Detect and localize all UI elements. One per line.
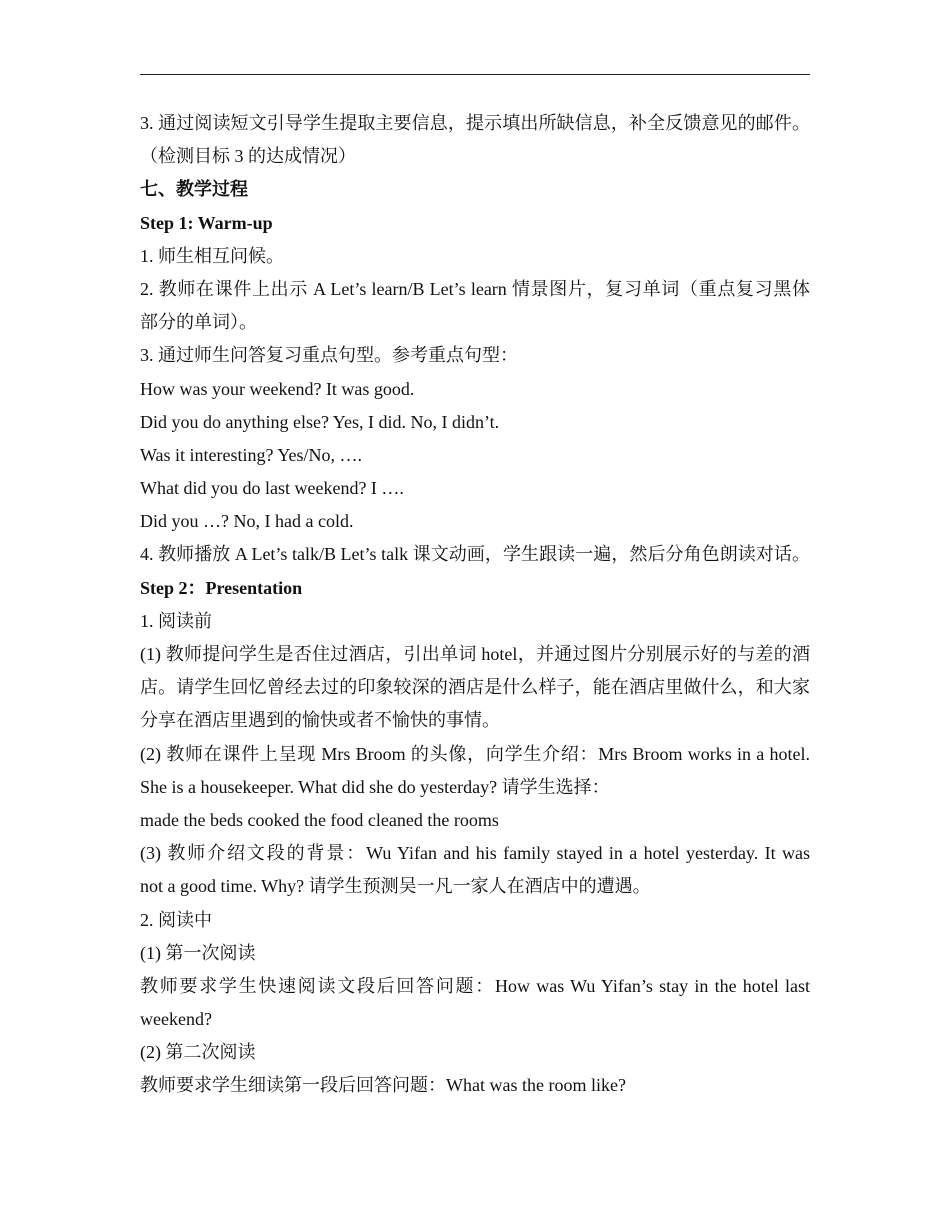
text-line: 部分的单词）。 [140,312,257,333]
text-line: 分享在酒店里遇到的愉快或者不愉快的事情。 [140,710,500,731]
text-line: (2) 第二次阅读 [140,1042,256,1063]
text-line: (3) 教师介绍文段的背景：Wu Yifan and his family stayed in a hotel yesterday. It was [140,843,810,864]
text-line: 3. 通过师生问答复习重点句型。参考重点句型： [140,345,518,366]
text-line: 教师要求学生快速阅读文段后回答问题：How was Wu Yifan’s stay in the hotel last [140,975,810,996]
text-line: 店。请学生回忆曾经去过的印象较深的酒店是什么样子，能在酒店里做什么，和大家 [140,677,810,698]
text-line: made the beds cooked the food cleaned the rooms [140,809,499,830]
text-line: Did you do anything else? Yes, I did. No, I didn’t. [140,411,500,432]
text-line: 2. 阅读中 [140,909,212,930]
text-line: Was it interesting? Yes/No, …. [140,444,363,465]
text-line: 1. 师生相互问候。 [140,245,284,266]
section-heading: Step 1: Warm-up [140,212,273,233]
text-line: weekend? [140,1009,212,1030]
text-line: 2. 教师在课件上出示 A Let’s learn/B Let’s learn 情景图片，复习单词（重点复习黑体 [140,278,810,299]
text-line: She is a housekeeper. What did she do yesterday? 请学生选择： [140,776,610,797]
text-line: What did you do last weekend? I …. [140,478,404,499]
text-line: How was your weekend? It was good. [140,378,415,399]
text-line: (1) 教师提问学生是否住过酒店，引出单词 hotel，并通过图片分别展示好的与差的酒 [140,644,810,664]
text-line: Did you …? No, I had a cold. [140,511,354,532]
section-heading: 七、教学过程 [140,179,248,200]
text-line: 3. 通过阅读短文引导学生提取主要信息，提示填出所缺信息，补全反馈意见的邮件。 [140,113,810,133]
text-line: （检测目标 3 的达成情况） [140,146,356,167]
text-line: (2) 教师在课件上呈现 Mrs Broom 的头像，向学生介绍：Mrs Broom works in a hotel. [140,743,810,764]
text-line: 教师要求学生细读第一段后回答问题：What was the room like? [140,1075,626,1096]
text-line: (1) 第一次阅读 [140,942,256,963]
text-line: not a good time. Why? 请学生预测吴一凡一家人在酒店中的遭遇。 [140,876,651,897]
document-body [140,107,810,1103]
header-rule [140,74,810,75]
text-line: 4. 教师播放 A Let’s talk/B Let’s talk 课文动画，学生跟读一遍，然后分角色朗读对话。 [140,544,810,565]
section-heading: Step 2：Presentation [140,577,303,598]
text-line: 1. 阅读前 [140,610,212,631]
